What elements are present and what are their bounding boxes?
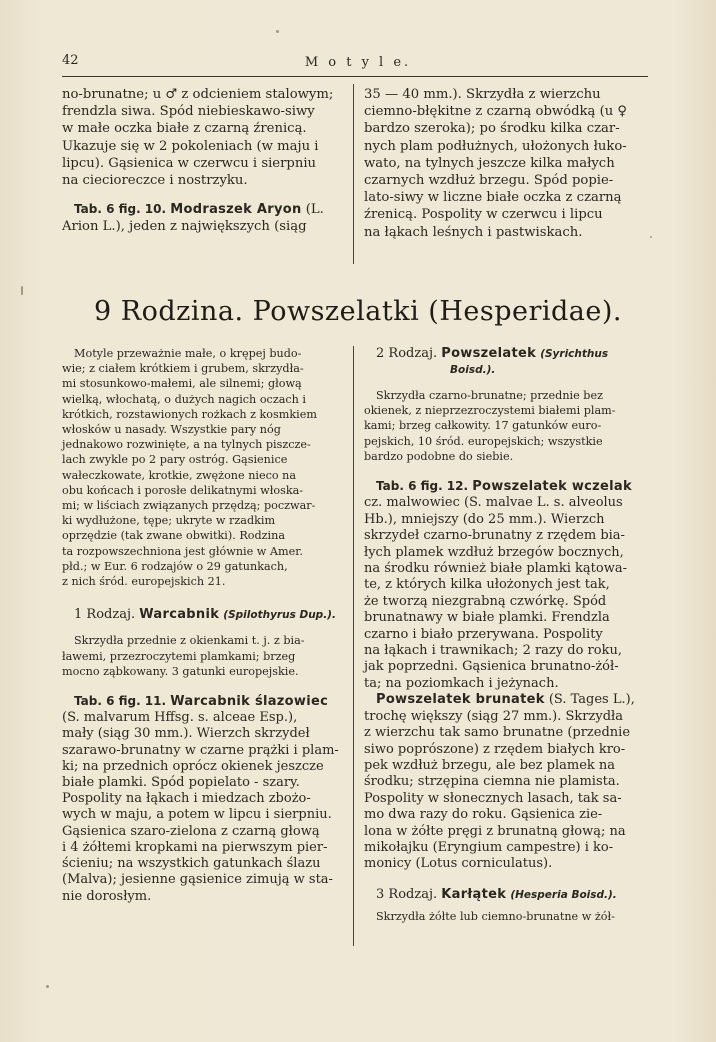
text-line: na ciecioreczce i nostrzyku. xyxy=(62,173,248,189)
text-line: ścieniu; na wszystkich gatunkach ślazu xyxy=(62,856,321,872)
text-line: że tworzą niezgrabną czwórkę. Spód xyxy=(364,593,607,609)
genus-label: 3 Rodzaj. xyxy=(376,886,438,902)
text-line: mikołajku (Eryngium campestre) i ko- xyxy=(364,839,614,855)
text-line: ciemno-błękitne z czarną obwódką (u ♀ xyxy=(364,104,628,120)
genus-name: Powszelatek xyxy=(441,346,537,361)
text-line: ki; na przednich oprócz okienek jeszcze xyxy=(62,758,324,774)
text-line: czarno i biało przerywana. Pospolity xyxy=(364,626,603,642)
text-line: na środku również białe plamki kątowa- xyxy=(364,561,627,577)
text-line: oprzędzie (tak zwane obwitki). Rodzina xyxy=(62,529,286,543)
plate-reference: Tab. 6 fig. 11. xyxy=(74,694,167,709)
text-line: i 4 żółtemi kropkami na pierwszym pier- xyxy=(62,839,328,855)
text-line: źrenicą. Pospolity w czerwcu i lipcu xyxy=(364,207,603,223)
running-title: M o t y l e. xyxy=(304,55,412,70)
text-line: na łąkach leśnych i pastwiskach. xyxy=(364,224,583,240)
text-line: z wierzchu tak samo brunatne (przednie xyxy=(364,725,631,741)
text-line: wato, na tylnych jeszcze kilka małych xyxy=(364,155,615,171)
text-line: pejskich, 10 śród. europejskich; wszystkie xyxy=(364,434,603,448)
text-line: siwo poprószone) z rzędem białych kro- xyxy=(364,741,626,757)
text-line: wielką, włochatą, o dużych nagich oczach i xyxy=(62,392,306,406)
text-line: środku; strzępina ciemna nie plamista. xyxy=(364,774,620,790)
text-line: szarawo-brunatny w czarne prążki i plam- xyxy=(62,742,339,758)
plate-reference: Tab. 6 fig. 12. xyxy=(376,479,469,494)
text-line: jednakowo rozwinięte, a na tylnych piszcze- xyxy=(62,438,311,452)
text-line: mi stosunkowo-małemi, ale silnemi; głową xyxy=(62,377,302,391)
text-line: Pospolity w słonecznych lasach, tak sa- xyxy=(364,790,622,806)
text-line: na łąkach i trawnikach; 2 razy do roku, xyxy=(364,643,622,659)
paper-speck xyxy=(276,30,279,33)
paper-speck xyxy=(46,985,49,988)
column-divider-top xyxy=(353,84,354,264)
text-line: lato-siwy w liczne białe oczka z czarną xyxy=(364,190,622,206)
species-name: Powszelatek wczelak xyxy=(472,479,632,495)
paper-speck xyxy=(21,286,23,295)
text-line: bardzo szeroka); po środku kilka czar- xyxy=(364,121,620,137)
text-line: jak poprzedni. Gąsienica brunatno-żół- xyxy=(364,659,619,675)
text-line: mi; w liściach związanych przędzą; poczwar- xyxy=(62,499,316,513)
text-line: Pospolity na łąkach i miedzach zbożo- xyxy=(62,791,311,807)
text-line: mocno ząbkowany. 3 gatunki europejskie. xyxy=(62,664,299,678)
text-line: ta rozpowszechniona jest głównie w Amer. xyxy=(62,544,303,558)
genus-heading-1 xyxy=(62,607,342,623)
text-line: no-brunatne; u ♂ z odcieniem stalowym; xyxy=(62,87,334,102)
species-name: Warcabnik ślazowiec xyxy=(170,694,329,710)
text-line: Skrzydła czarno-brunatne; przednie bez xyxy=(376,389,603,402)
text-line: wych w maju, a potem w lipcu i sierpniu. xyxy=(62,807,332,823)
text-line: z nich śród. europejskich 21. xyxy=(62,575,226,589)
text-line: Skrzydła przednie z okienkami t. j. z bia- xyxy=(74,634,305,648)
text-line: krótkich, rozstawionych rożkach z kosmkiem xyxy=(62,407,317,421)
text-line: wałeczkowate, krotkie, zwężone nieco na xyxy=(62,468,297,482)
column-divider-bottom xyxy=(353,346,354,946)
right-column xyxy=(364,346,648,924)
text-line: (Malva); jesienne gąsienice zimują w sta- xyxy=(62,872,333,888)
text-line: brunatnawy w białe plamki. Frendzla xyxy=(364,610,610,626)
header-rule xyxy=(62,76,648,77)
text-line: Hb.), mniejszy (do 25 mm.). Wierzch xyxy=(364,511,605,527)
paper-speck xyxy=(650,236,652,238)
text-line: lipcu). Gąsienica w czerwcu i sierpniu xyxy=(62,155,317,171)
text-line: nie dorosłym. xyxy=(62,888,152,904)
text-line: Arion L.), jeden z największych (siąg xyxy=(62,219,307,235)
top-left-column xyxy=(62,86,342,236)
species-name: Modraszek Aryon xyxy=(170,202,302,218)
text-line: ławemi, przezroczytemi plamkami; brzeg xyxy=(62,649,296,663)
text-line: kami; brzeg całkowity. 17 gatunków euro- xyxy=(364,419,602,433)
genus-latin: (Spilothyrus Dup.). xyxy=(223,609,336,622)
text-line: (S. malvarum Hffsg. s. alceae Esp.), xyxy=(62,710,298,726)
genus-name: Warcabnik xyxy=(139,607,220,623)
text-line: trochę większy (siąg 27 mm.). Skrzydła xyxy=(364,708,623,724)
text-line: bardzo podobne do siebie. xyxy=(364,449,514,463)
species-name: Powszelatek brunatek xyxy=(376,692,545,708)
text-line: okienek, z nieprzezroczystemi białemi plam- xyxy=(364,404,616,418)
text-line: obu końcach i porosłe delikatnymi włoska- xyxy=(62,483,304,497)
text-line: w małe oczka białe z czarną źrenicą. xyxy=(62,121,307,137)
left-column xyxy=(62,346,342,905)
text-line: lona w żółte pręgi z brunatną głową; na xyxy=(364,823,626,839)
text-line: łych plamek wzdłuż brzegów bocznych, xyxy=(364,544,624,560)
species-entry xyxy=(62,201,342,218)
text-line: Skrzydła żółte lub ciemno-brunatne w żół- xyxy=(376,909,615,923)
text-line: skrzydeł czarno-brunatny z rzędem bia- xyxy=(364,528,625,544)
text-line: pek wzdłuż brzegu, ale bez plamek na xyxy=(364,757,616,773)
species-heading xyxy=(364,692,648,708)
plate-reference: Tab. 6 fig. 10. xyxy=(74,202,167,217)
text-line: białe plamki. Spód popielato - szary. xyxy=(62,775,300,791)
text-line: 35 — 40 mm.). Skrzydła z wierzchu xyxy=(364,87,601,102)
genus-heading-2 xyxy=(364,346,648,378)
genus-name: Karłątek xyxy=(441,886,507,902)
genus-latin: (Syrichthus xyxy=(540,348,609,360)
text-line: płd.; w Eur. 6 rodzajów o 29 gatunkach, xyxy=(62,559,288,573)
text-line: włosków u nasady. Wszystkie pary nóg xyxy=(62,423,281,437)
genus-latin: (Hesperia Boisd.). xyxy=(510,888,617,901)
genus-label: 2 Rodzaj. xyxy=(376,346,438,361)
text-line: monicy (Lotus corniculatus). xyxy=(364,856,553,872)
text-line: te, z których kilka ułożonych jest tak, xyxy=(364,577,610,593)
genus-latin: Boisd.). xyxy=(450,364,496,376)
text-line: frendzla siwa. Spód niebieskawo-siwy xyxy=(62,104,315,120)
text-line: ki wydłużone, tępe; ukryte w rzadkim xyxy=(62,514,276,528)
genus-label: 1 Rodzaj. xyxy=(74,607,136,623)
text-line: czarnych wzdłuż brzegu. Spód popie- xyxy=(364,173,614,189)
genus-heading-3 xyxy=(364,887,648,903)
text-line: Motyle przeważnie małe, o krępej budo- xyxy=(74,347,302,360)
text-line: Ukazuje się w 2 pokoleniach (w maju i xyxy=(62,138,319,154)
text-line: Gąsienica szaro-zielona z czarną głową xyxy=(62,823,320,839)
species-heading xyxy=(364,478,648,495)
text-fragment: (L. xyxy=(305,202,324,218)
text-line: wie; z ciałem krótkiem i grubem, skrzydła- xyxy=(62,362,304,376)
text-line: ta; na poziomkach i jeżynach. xyxy=(364,675,559,691)
species-heading xyxy=(62,693,342,710)
chapter-title: 9 Rodzina. Powszelatki (Hesperidae). xyxy=(94,296,622,327)
text-line: lach zwykle po 2 pary ostróg. Gąsienice xyxy=(62,453,288,467)
text-line: nych plam podłużnych, ułożonych łuko- xyxy=(364,138,627,154)
top-right-column xyxy=(364,86,648,241)
page-number: 42 xyxy=(62,53,79,68)
text-line: cz. malwowiec (S. malvae L. s. alveolus xyxy=(364,495,623,511)
text-fragment: (S. Tages L.), xyxy=(548,692,635,708)
text-line: mały (siąg 30 mm.). Wierzch skrzydeł xyxy=(62,726,310,742)
species-entry xyxy=(364,478,648,873)
species-entry xyxy=(62,693,342,905)
text-line: mo dwa razy do roku. Gąsienica zie- xyxy=(364,807,603,823)
